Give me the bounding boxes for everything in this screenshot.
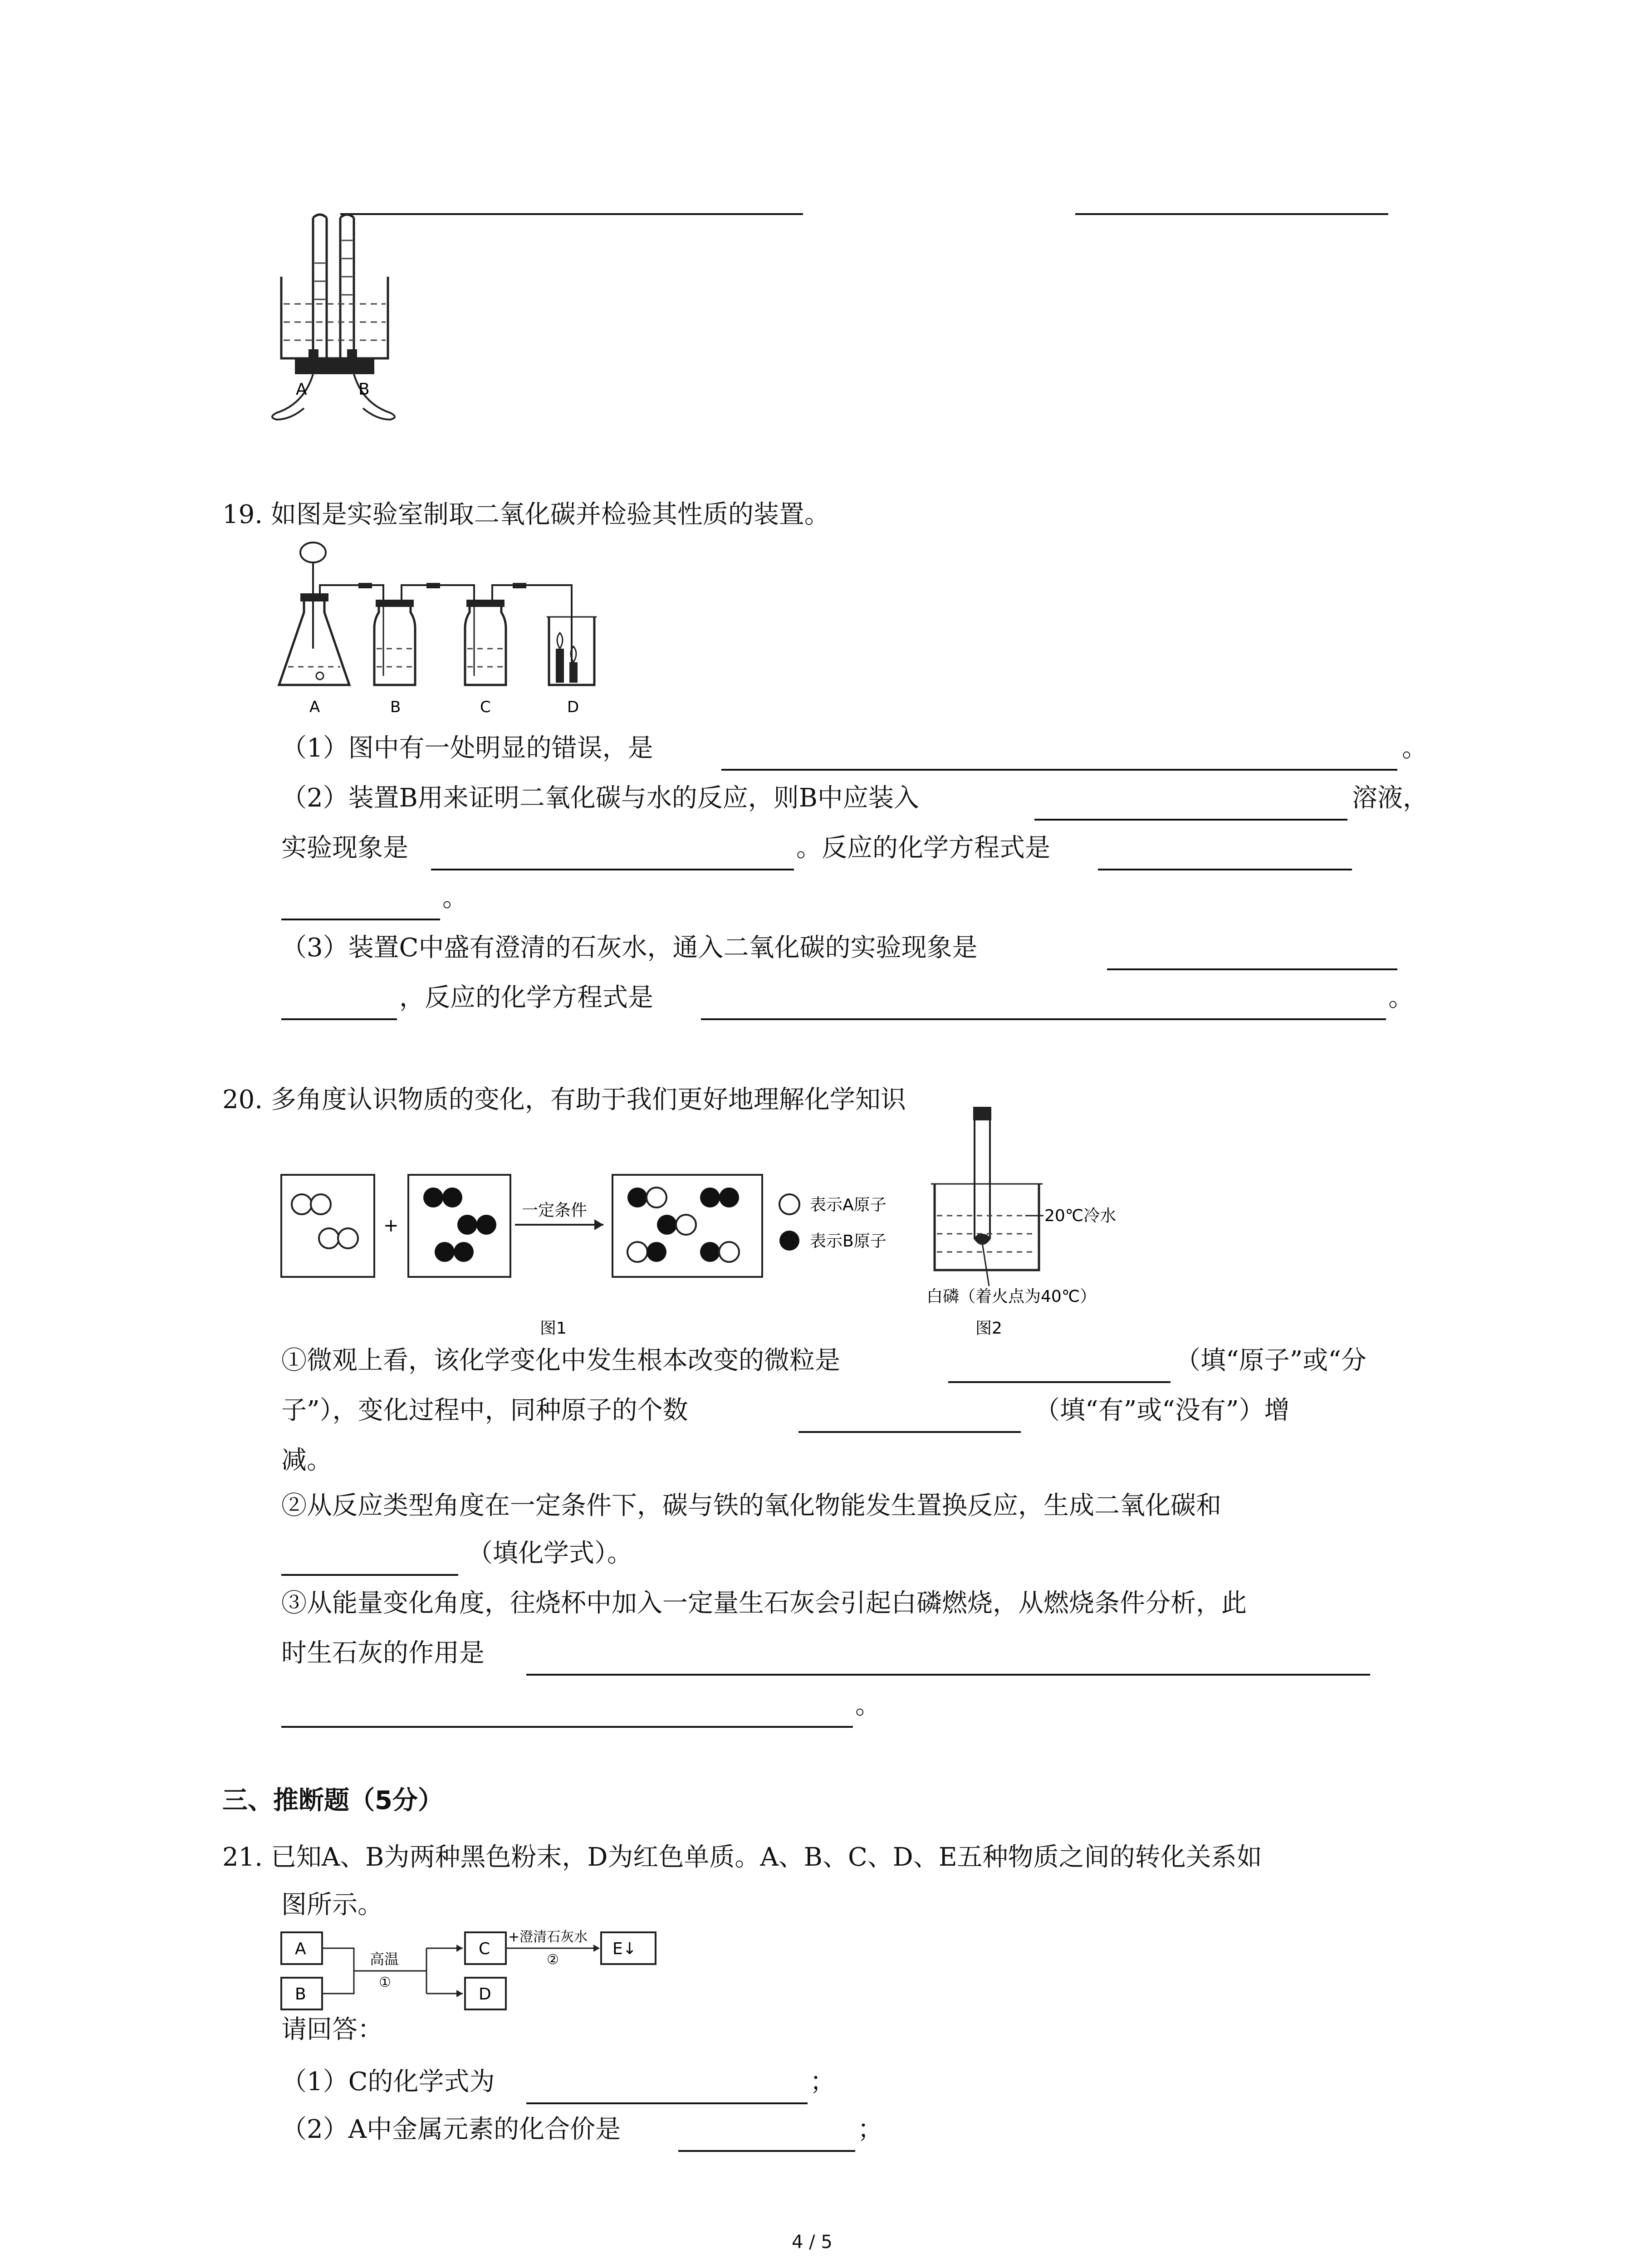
q19-part3-equation-blank[interactable] <box>701 1018 1386 1020</box>
q19-part2-equation-blank[interactable] <box>1098 869 1352 870</box>
fig1-arrow-condition: 一定条件 <box>522 1201 588 1220</box>
q19-part3-line2-end: 。 <box>1388 983 1414 1012</box>
q21-box-c: C <box>479 1940 490 1958</box>
fig19-label-d: D <box>567 698 579 716</box>
q19-part2-equation-blank-cont[interactable] <box>281 919 440 920</box>
q21-cond1-num: ① <box>379 1975 391 1990</box>
q20-part2-formula-blank[interactable] <box>281 1574 458 1576</box>
q20-figure1-molecules <box>277 1152 953 1343</box>
q21-conversion-diagram <box>277 1928 667 2019</box>
q21-answer2-end: ； <box>857 2115 883 2144</box>
q21-answer2-blank[interactable] <box>678 2150 855 2152</box>
q20-part3-role-blank[interactable] <box>526 1674 1370 1676</box>
q20-part1-line3: 减。 <box>281 1446 332 1475</box>
fig19-label-a: A <box>309 698 320 716</box>
q21-cond1-top: 高温 <box>370 1950 399 1968</box>
fig1-legend-b-atom: 表示B原子 <box>810 1232 887 1251</box>
co2-apparatus-figure <box>277 540 635 721</box>
q20-figure2-white-phosphorus <box>926 1107 1180 1338</box>
electrode-label-a: A <box>296 380 307 399</box>
q20-stem: 20. 多角度认识物质的变化，有助于我们更好地理解化学知识 <box>222 1085 906 1114</box>
fig1-plus-sign: + <box>383 1215 399 1236</box>
q19-part3-phenomenon-blank-cont[interactable] <box>281 1018 397 1020</box>
q20-part1-line2-end: （填“有”或“没有”）增 <box>1034 1396 1290 1425</box>
q20-part1-line2: 子”），变化过程中，同种原子的个数 <box>281 1396 688 1425</box>
q20-part3-line1: ③从能量变化角度，往烧杯中加入一定量生石灰会引起白磷燃烧，从燃烧条件分析，此 <box>281 1589 1247 1618</box>
q19-part2-line1: （2）装置B用来证明二氧化碳与水的反应，则B中应装入 <box>281 783 919 813</box>
q21-box-d: D <box>479 1985 491 2004</box>
fig19-label-b: B <box>390 698 401 716</box>
q19-part1-blank[interactable] <box>721 769 1397 771</box>
fig1-caption: 图1 <box>540 1319 567 1338</box>
q21-cond2-top: +澄清石灰水 <box>508 1929 588 1945</box>
q21-box-b: B <box>295 1985 306 2004</box>
q19-part2-phenomenon-blank[interactable] <box>431 869 794 870</box>
q20-part1-line1: ①微观上看，该化学变化中发生根本改变的微粒是 <box>281 1346 840 1375</box>
q19-stem: 19. 如图是实验室制取二氧化碳并检验其性质的装置。 <box>222 500 830 529</box>
q21-stem-line1: 21. 已知A、B为两种黑色粉末，D为红色单质。A、B、C、D、E五种物质之间的转化关系如 <box>222 1843 1262 1872</box>
q19-part3-line1: （3）装置C中盛有澄清的石灰水，通入二氧化碳的实验现象是 <box>281 933 978 963</box>
q18-answer-blank-2[interactable] <box>1075 213 1388 215</box>
q21-box-a: A <box>295 1940 306 1958</box>
q21-cond2-num: ② <box>547 1952 559 1968</box>
q21-answer1-end: ； <box>810 2067 835 2097</box>
page-number: 4 / 5 <box>792 2232 833 2253</box>
q19-part2-line2: 实验现象是 <box>281 833 408 863</box>
q20-part3-role-blank-cont[interactable] <box>281 1726 853 1728</box>
section3-title: 三、推断题（5分） <box>222 1786 443 1815</box>
q20-part1-count-blank[interactable] <box>798 1431 1021 1433</box>
q19-part2-line2-mid: 。反应的化学方程式是 <box>796 833 1050 863</box>
q20-part3-line2: 时生石灰的作用是 <box>281 1638 485 1668</box>
q19-part2-solution-blank[interactable] <box>1034 819 1347 821</box>
q20-part1-line1-end: （填“原子”或“分 <box>1175 1346 1367 1375</box>
q19-part2-line1-end: 溶液， <box>1352 783 1428 813</box>
electrode-label-b: B <box>358 380 370 399</box>
q19-part3-line2: ，反应的化学方程式是 <box>399 983 653 1012</box>
q21-answer1: （1）C的化学式为 <box>281 2067 495 2097</box>
q19-part1: （1）图中有一处明显的错误，是 <box>281 733 653 763</box>
q20-part1-particle-blank[interactable] <box>948 1381 1171 1383</box>
q20-part2-line1: ②从反应类型角度在一定条件下，碳与铁的氧化物能发生置换反应，生成二氧化碳和 <box>281 1491 1221 1520</box>
fig2-caption: 图2 <box>975 1319 1002 1338</box>
q19-part3-phenomenon-blank[interactable] <box>1107 968 1397 970</box>
q21-answer1-blank[interactable] <box>526 2102 808 2104</box>
q21-ask: 请回答： <box>281 2015 383 2044</box>
fig2-water-label: 20℃冷水 <box>1044 1207 1117 1225</box>
fig19-label-c: C <box>480 698 491 716</box>
electrolysis-apparatus-figure <box>263 213 417 440</box>
q19-part1-end: 。 <box>1402 733 1427 763</box>
q20-part3-line3-end: 。 <box>855 1691 881 1720</box>
q21-box-e: E↓ <box>612 1940 637 1958</box>
q19-part2-line3-end: 。 <box>442 883 468 913</box>
q21-stem-line2: 图所示。 <box>281 1890 383 1920</box>
fig1-legend-a-atom: 表示A原子 <box>810 1196 887 1214</box>
q21-answer2: （2）A中金属元素的化合价是 <box>281 2115 621 2144</box>
fig2-phosphorus-label: 白磷（着火点为40℃） <box>926 1287 1097 1306</box>
q20-part2-line2-end: （填化学式）。 <box>467 1539 632 1568</box>
